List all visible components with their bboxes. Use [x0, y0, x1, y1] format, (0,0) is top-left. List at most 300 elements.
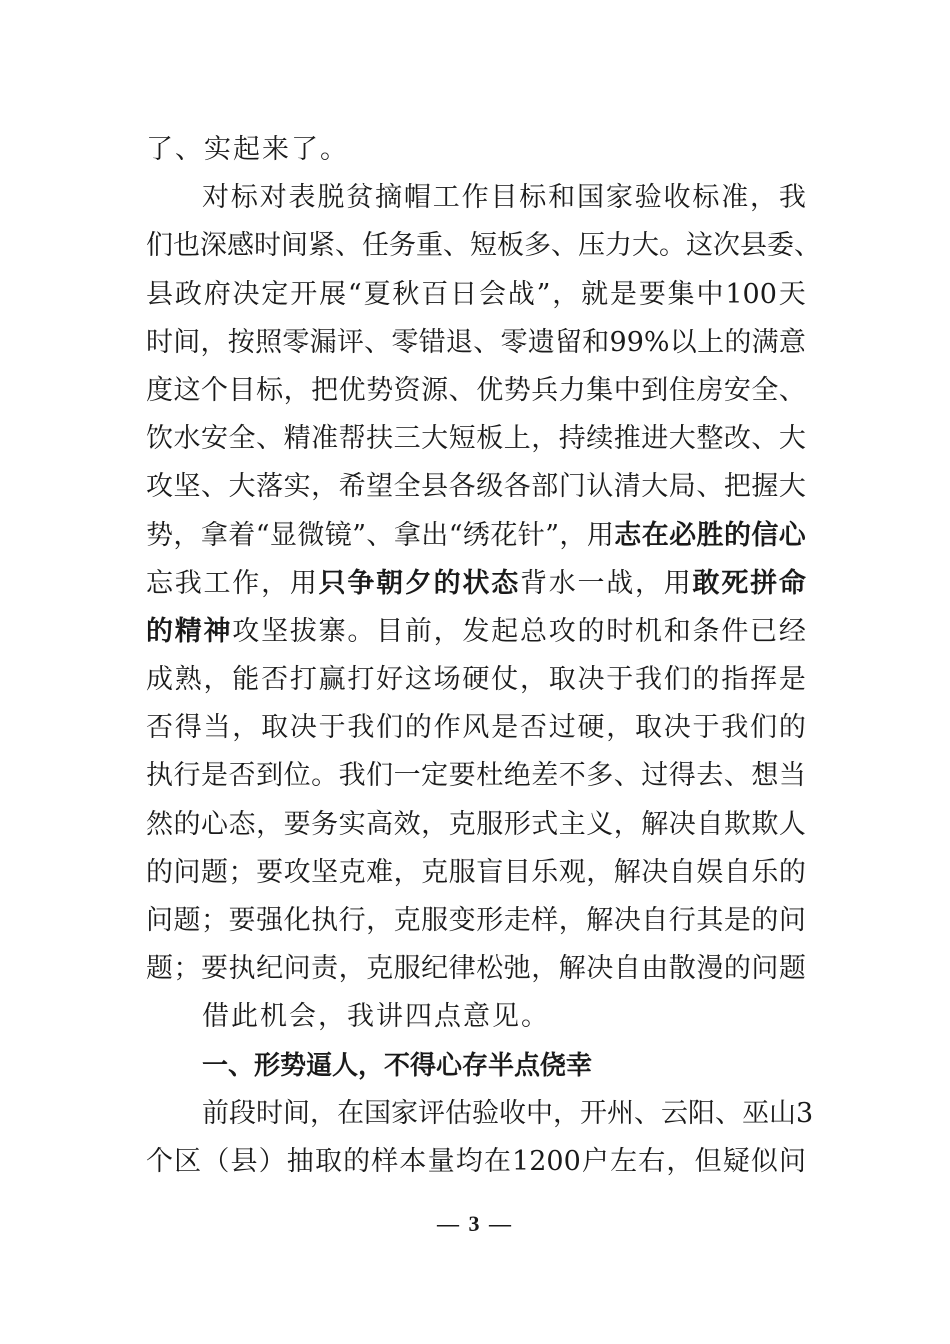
text-char: 住: [668, 374, 696, 406]
text-char: 纪: [421, 953, 449, 985]
text-char: 表: [288, 182, 316, 214]
text-char: 显: [269, 519, 297, 551]
text-char: 于: [606, 664, 634, 696]
text-char: 态: [228, 808, 256, 840]
text-char: 拿: [393, 519, 421, 551]
text-char: 阳: [688, 1097, 715, 1129]
text-char: 问: [751, 953, 779, 985]
text-char: 势: [366, 374, 394, 406]
text-char: “: [448, 519, 463, 551]
text-char: 命: [778, 567, 806, 599]
text-char: 硬: [577, 712, 605, 744]
text-char: 题: [201, 856, 229, 888]
text-char: “: [347, 278, 362, 310]
text-char: 进: [641, 423, 669, 455]
text-char: 的: [404, 712, 432, 744]
text-char: 打: [289, 664, 317, 696]
text-char: 。: [311, 760, 339, 792]
text-char: 经: [778, 615, 806, 647]
text-char: 克: [338, 856, 366, 888]
text-char: 99%: [609, 326, 670, 358]
text-char: 优: [338, 374, 366, 406]
text-char: 时: [254, 230, 281, 262]
text-char: 人: [778, 808, 806, 840]
text-char: 照: [255, 326, 283, 358]
text-char: 大: [641, 471, 669, 503]
text-char: 各: [503, 471, 531, 503]
text-char: 的: [692, 664, 720, 696]
text-char: 和: [582, 326, 610, 358]
text-char: 要: [448, 760, 476, 792]
text-char: 场: [433, 664, 461, 696]
text-char: 局: [668, 471, 696, 503]
text-char: 目: [490, 182, 518, 214]
text-char: 用: [663, 567, 691, 599]
text-char: ，: [200, 326, 228, 358]
text-char: 问: [283, 953, 311, 985]
text-char: 整: [696, 423, 724, 455]
text-line: [146, 512, 806, 560]
text-char: 执: [146, 760, 173, 792]
text-char: 、: [715, 1097, 742, 1129]
text-char: 。: [659, 230, 686, 262]
text-char: 义: [586, 808, 614, 840]
text-char: 户: [581, 1145, 609, 1177]
text-char: 大: [632, 230, 659, 262]
text-char: 工: [203, 567, 231, 599]
text-char: 决: [668, 808, 696, 840]
text-char: 大: [668, 423, 696, 455]
text-char: 坚: [311, 856, 339, 888]
text-char: 位: [283, 760, 311, 792]
text-char: 推: [613, 423, 641, 455]
text-char: 县: [421, 471, 449, 503]
text-char: 取: [635, 712, 663, 744]
text-char: 大: [228, 471, 256, 503]
text-char: 集: [586, 374, 614, 406]
text-char: 服: [448, 856, 476, 888]
text-char: 熟: [174, 664, 202, 696]
text-char: 100: [725, 278, 777, 310]
text-char: 间: [173, 326, 201, 358]
text-char: 一: [577, 567, 605, 599]
text-char: ，: [531, 423, 559, 455]
text-char: ，: [421, 808, 449, 840]
text-char: 我: [778, 182, 806, 214]
text-char: 战: [606, 567, 634, 599]
text-line: [146, 945, 806, 993]
text-char: ，: [606, 712, 634, 744]
text-char: 我: [347, 712, 375, 744]
text-char: 州: [607, 1097, 634, 1129]
text-char: 工: [432, 182, 460, 214]
text-char: 要: [638, 278, 666, 310]
text-char: 中: [696, 278, 724, 310]
text-char: 巫: [742, 1097, 769, 1129]
text-char: 发: [462, 615, 490, 647]
text-char: 镜: [324, 519, 352, 551]
text-char: 似: [750, 1145, 778, 1177]
text-char: 水: [173, 423, 201, 455]
text-char: 秋: [392, 278, 420, 310]
text-char: 个: [201, 374, 229, 406]
text-char: 零: [391, 326, 419, 358]
text-char: 零: [500, 326, 528, 358]
text-char: 、: [366, 519, 394, 551]
text-char: 决: [641, 856, 669, 888]
text-char: 花: [490, 519, 518, 551]
text-char: 对: [202, 182, 229, 214]
text-char: 否: [228, 760, 256, 792]
text-char: 打: [347, 664, 375, 696]
text-char: 次: [713, 230, 740, 262]
text-char: 、: [778, 374, 806, 406]
text-char: 压: [578, 230, 605, 262]
text-char: ，: [366, 905, 394, 936]
text-char: 效: [393, 808, 421, 840]
text-char: 题: [173, 905, 201, 936]
text-char: 件: [721, 615, 749, 647]
text-char: 力: [558, 374, 586, 406]
text-char: 志: [614, 519, 642, 551]
text-line: [146, 463, 806, 511]
text-char: 1200: [512, 1145, 581, 1177]
text-char: 饮: [146, 423, 173, 455]
text-char: 决: [613, 905, 641, 936]
text-char: （: [202, 1145, 230, 1177]
text-char: 县: [230, 1145, 258, 1177]
text-char: 县: [740, 230, 767, 262]
section-heading-text: 一、形势逼人，不得心存半点侥幸: [202, 1050, 593, 1081]
text-char: 心: [201, 808, 229, 840]
text-char: 政: [174, 278, 202, 310]
text-char: 这: [404, 664, 432, 696]
text-char: 源: [421, 374, 449, 406]
text-char: 也: [173, 230, 200, 262]
text-char: 在: [337, 1097, 364, 1129]
text-char: 解: [641, 808, 669, 840]
text-char: 赢: [318, 664, 346, 696]
text-char: 不: [558, 760, 586, 792]
text-char: 差: [531, 760, 559, 792]
text-char: 漫: [696, 953, 724, 985]
text-char: 高: [366, 808, 394, 840]
text-char: 抽: [286, 1145, 314, 1177]
text-char: ”: [536, 278, 551, 310]
text-line: [146, 222, 821, 270]
text-char: 解: [613, 856, 641, 888]
text-char: 、: [723, 760, 751, 792]
text-char: 、: [364, 326, 392, 358]
text-char: 弛: [503, 953, 531, 985]
text-line: [146, 608, 806, 656]
text-char: 争: [347, 567, 375, 599]
text-char: 优: [476, 374, 504, 406]
text-char: 门: [558, 471, 586, 503]
text-char: 验: [472, 1097, 499, 1129]
text-char: 要: [201, 953, 229, 985]
text-char: 脱: [317, 182, 345, 214]
text-char: 硬: [462, 664, 490, 696]
text-char: 认: [586, 471, 614, 503]
text-char: ；: [201, 905, 229, 936]
text-line: [146, 801, 806, 849]
text-char: 和: [548, 182, 576, 214]
text-line: [146, 126, 806, 174]
text-char: 执: [311, 905, 339, 936]
text-char: 我: [635, 664, 663, 696]
text-char: ，: [519, 664, 547, 696]
text-char: 大: [778, 423, 806, 455]
text-char: 们: [750, 712, 778, 744]
text-char: 紧: [308, 230, 335, 262]
text-char: 状: [462, 567, 490, 599]
text-char: 攻: [283, 856, 311, 888]
text-char: 朝: [376, 567, 404, 599]
text-char: 、: [201, 471, 229, 503]
text-char: 绣: [462, 519, 490, 551]
text-char: 神: [203, 615, 231, 647]
text-char: 过: [641, 760, 669, 792]
text-line: [146, 319, 806, 367]
text-char: 自: [696, 808, 724, 840]
text-char: 云: [661, 1097, 688, 1129]
text-char: 夏: [363, 278, 391, 310]
text-line: [146, 560, 806, 608]
text-char: 估: [445, 1097, 472, 1129]
text-char: 用: [586, 519, 614, 551]
text-char: 、: [794, 230, 821, 262]
text-char: 势: [503, 374, 531, 406]
text-char: 指: [721, 664, 749, 696]
text-char: 时: [256, 1097, 283, 1129]
text-char: 样: [371, 1145, 399, 1177]
text-char: 观: [558, 856, 586, 888]
text-char: 短: [448, 423, 476, 455]
text-line-content: 了、实起来了。: [146, 134, 349, 165]
text-char: 全: [751, 374, 779, 406]
text-char: ，: [203, 664, 231, 696]
text-char: 样: [531, 905, 559, 936]
text-char: 在: [483, 1145, 511, 1177]
text-char: 决: [663, 712, 691, 744]
text-char: 题: [146, 953, 173, 985]
text-char: 当: [203, 712, 231, 744]
text-char: 心: [778, 519, 806, 551]
text-char: 的: [751, 905, 779, 936]
text-char: ，: [393, 856, 421, 888]
text-char: 多: [524, 230, 551, 262]
text-char: 散: [668, 953, 696, 985]
text-char: 战: [507, 278, 535, 310]
text-char: 感: [227, 230, 254, 262]
text-char: 、: [696, 471, 724, 503]
text-char: 其: [696, 905, 724, 936]
text-char: 决: [577, 664, 605, 696]
text-char: 中: [613, 374, 641, 406]
text-char: 成: [146, 664, 173, 696]
text-char: 自: [613, 953, 641, 985]
text-char: 强: [256, 905, 284, 936]
text-char: 能: [232, 664, 260, 696]
text-char: 左: [610, 1145, 638, 1177]
text-char: 的: [778, 856, 806, 888]
text-char: 摘: [375, 182, 403, 214]
text-char: ”: [352, 519, 366, 551]
page-number: — 3 —: [437, 1211, 513, 1236]
text-char: 于: [318, 712, 346, 744]
text-line: [146, 849, 806, 897]
text-char: 难: [366, 856, 394, 888]
text-char: 松: [476, 953, 504, 985]
text-char: 们: [376, 712, 404, 744]
text-char: ，: [552, 278, 580, 310]
text-char: 安: [201, 423, 229, 455]
text-char: ）: [258, 1145, 286, 1177]
text-char: 水: [548, 567, 576, 599]
text-char: 级: [476, 471, 504, 503]
text-char: 行: [338, 905, 366, 936]
text-char: 问: [778, 905, 806, 936]
text-char: 但: [694, 1145, 722, 1177]
text-char: 形: [476, 905, 504, 936]
text-char: 用: [289, 567, 317, 599]
text-char: 板: [497, 230, 524, 262]
text-char: 以: [669, 326, 697, 358]
text-char: 的: [343, 1145, 371, 1177]
text-char: 死: [721, 567, 749, 599]
text-char: 零: [282, 326, 310, 358]
text-char: 退: [445, 326, 473, 358]
text-char: 是: [778, 664, 806, 696]
text-char: 按: [227, 326, 255, 358]
text-char: 实: [338, 808, 366, 840]
text-char: 精: [283, 423, 311, 455]
text-char: 会: [478, 278, 506, 310]
text-char: 时: [606, 615, 634, 647]
text-char: 错: [418, 326, 446, 358]
text-char: 国: [364, 1097, 391, 1129]
text-char: ”: [545, 519, 559, 551]
text-char: 握: [751, 471, 779, 503]
text-char: 全: [228, 423, 256, 455]
text-char: 山: [769, 1097, 796, 1129]
text-char: 们: [146, 230, 173, 262]
text-char: 攻: [232, 615, 260, 647]
text-char: 在: [641, 519, 669, 551]
text-char: 欺: [751, 808, 779, 840]
text-char: 的: [724, 326, 752, 358]
text-char: ，: [666, 1145, 694, 1177]
text-char: 目: [376, 615, 404, 647]
text-char: 克: [366, 953, 394, 985]
text-char: 把: [311, 374, 339, 406]
text-char: 中: [526, 1097, 553, 1129]
text-char: ，: [173, 519, 201, 551]
text-char: 克: [448, 808, 476, 840]
text-char: 坚: [173, 471, 201, 503]
text-char: “: [255, 519, 270, 551]
text-char: 胜: [696, 519, 724, 551]
text-char: 遗: [527, 326, 555, 358]
text-char: 展: [319, 278, 347, 310]
text-char: 务: [311, 808, 339, 840]
text-char: 间: [281, 230, 308, 262]
text-char: 过: [548, 712, 576, 744]
text-char: 均: [455, 1145, 483, 1177]
text-char: 挥: [750, 664, 778, 696]
text-char: 希: [338, 471, 366, 503]
text-char: 服: [476, 808, 504, 840]
text-char: 的: [577, 615, 605, 647]
text-char: 总: [519, 615, 547, 647]
text-char: 右: [638, 1145, 666, 1177]
text-char: 区: [174, 1145, 202, 1177]
text-char: 机: [635, 615, 663, 647]
text-char: 式: [531, 808, 559, 840]
text-char: 、: [551, 230, 578, 262]
text-char: 由: [641, 953, 669, 985]
text-char: ，: [531, 953, 559, 985]
text-char: 改: [723, 423, 751, 455]
text-char: 要: [283, 808, 311, 840]
text-char: ，: [256, 808, 284, 840]
text-char: 度: [146, 374, 173, 406]
text-char: 得: [174, 712, 202, 744]
text-char: 只: [318, 567, 346, 599]
text-char: 然: [146, 808, 173, 840]
text-char: 开: [580, 1097, 607, 1129]
text-char: ，: [559, 519, 587, 551]
text-char: 杜: [476, 760, 504, 792]
text-char: 背: [519, 567, 547, 599]
text-char: 盲: [476, 856, 504, 888]
text-line: [146, 367, 806, 415]
text-char: 针: [517, 519, 545, 551]
text-line: [146, 271, 806, 319]
text-char: 克: [393, 905, 421, 936]
text-char: 家: [605, 182, 633, 214]
text-line: [146, 415, 806, 463]
text-line: [146, 752, 806, 800]
text-char: 、: [613, 760, 641, 792]
text-char: 敢: [692, 567, 720, 599]
text-char: ，: [338, 953, 366, 985]
text-char: 府: [203, 278, 231, 310]
text-line-content: 借此机会，我讲四点意见。: [202, 1001, 550, 1033]
text-char: 我: [721, 712, 749, 744]
text-char: 服: [421, 905, 449, 936]
text-char: 深: [200, 230, 227, 262]
text-char: 拔: [289, 615, 317, 647]
text-char: 上: [503, 423, 531, 455]
text-char: 服: [393, 953, 421, 985]
text-char: 的: [146, 856, 173, 888]
text-char: 标: [519, 182, 547, 214]
text-char: 标: [230, 182, 258, 214]
text-char: 坚: [261, 615, 289, 647]
text-char: 国: [576, 182, 604, 214]
text-char: 这: [686, 230, 713, 262]
text-char: 望: [366, 471, 394, 503]
text-char: 把: [723, 471, 751, 503]
text-char: 百: [421, 278, 449, 310]
text-char: 各: [448, 471, 476, 503]
text-char: 任: [362, 230, 389, 262]
text-char: 房: [696, 374, 724, 406]
text-char: 验: [634, 182, 662, 214]
text-char: 评: [336, 326, 364, 358]
